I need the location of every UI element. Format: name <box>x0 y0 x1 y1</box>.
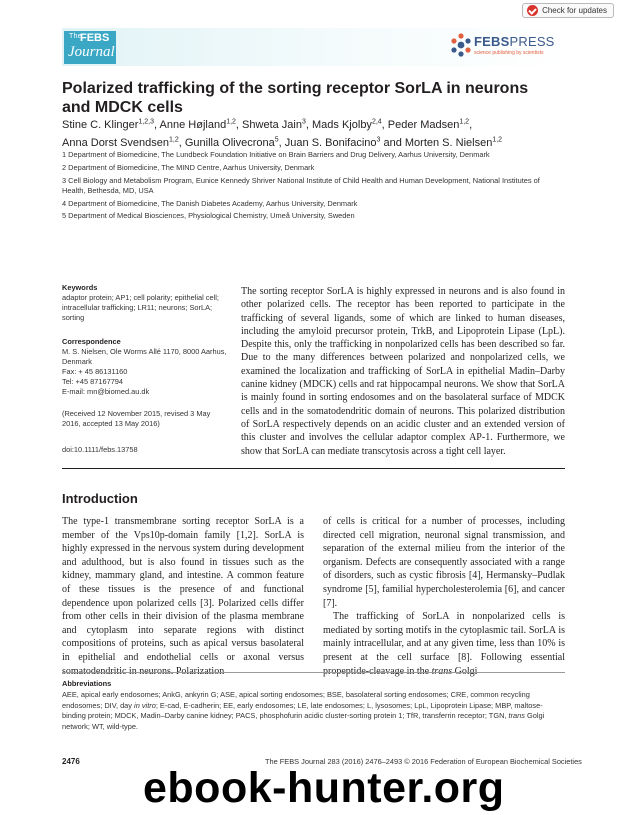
author: Shweta Jain$^3$, <box>242 118 313 131</box>
check-for-updates-label: Check for updates <box>542 6 607 15</box>
journal-footer: The FEBS Journal 283 (2016) 2476–2493 © 2016 Federation of European Biochemical Societies <box>265 757 582 766</box>
keywords-heading: Keywords <box>62 283 98 292</box>
author: Gunilla Olivecrona$^5$, <box>184 136 285 150</box>
correspondence-heading: Correspondence <box>62 337 121 346</box>
abbreviations-text: AEE, apical early endosomes; AnkG, ankyrin G; ASE, apical sorting endosomes; BSE, basolateral sorting endosomes; CRE, common recycling endosomes; DIV, day in vitro; E-cad, E-cadherin; EE, early endosomes; LE, late endosomes; L, lysosomes; LpL, Lipoprotein Lipase; MBP, maltose-binding protein; MDCK, Madin–Darby canine kidney; PACS, phosphofurin acidic cluster-sorting protein 1; TfR, transferrin receptor; TGN, trans Golgi network; WT, wild-type. <box>62 690 545 731</box>
febs-press-logo-icon <box>450 33 472 57</box>
page-number: 2476 <box>62 757 80 766</box>
intro-paragraph-2: of cells is critical for a number of processes, including directed cell migration, neuronal signal transmission, and separation of the external milieu from the interior of the organism. Defects are consequently associated with a range of disorders, such as cystic fibrosis [4], Hermansky–Pudlak syndrome [5], familial hypercholesterolemia [6], and cancer [7]. <box>323 516 565 609</box>
article-title: Polarized trafficking of the sorting receptor SorLA in neurons and MDCK cells <box>62 80 529 116</box>
febs-press-name: FEBSPRESS <box>474 34 555 49</box>
affiliation: 4 Department of Biomedicine, The Danish Diabetes Academy, Aarhus University, Denmark <box>62 198 358 208</box>
abbreviations-divider <box>62 672 565 673</box>
abstract-divider <box>62 468 565 469</box>
introduction-heading: Introduction <box>62 491 138 506</box>
correspondence-address: M. S. Nielsen, Ole Worms Allé 1170, 8000 Aarhus, Denmark <box>62 347 227 366</box>
febs-journal-logo <box>64 31 116 64</box>
logo-the: The <box>69 33 82 40</box>
watermark: ebook-hunter.org <box>143 764 505 812</box>
correspondence-block <box>62 337 227 397</box>
body-column-right <box>323 515 565 678</box>
author: Peder Madsen$^{1,2}$, <box>387 118 473 131</box>
abstract: The sorting receptor SorLA is highly expressed in neurons and is also found in other polarized cells. The receptor has been reported to participate in the trafficking of several ligands, some of which are linked to human diseases, including the amyloid precursor protein, TrkB, and Lipoprotein Lipase (LpL). Despite this, only the trafficking in nonpolarized cells has been described so far. Due to the many differences between polarized and nonpolarized cells, we examined the localization and trafficking of SorLA in epithelial Madin–Darby canine kidney (MDCK) cells and rat hippocampal neurons. We show that SorLA is mainly found in sorting endosomes and on the basolateral surface of MDCK cells and in the somatodendritic domain of neurons. This polarized distribution of SorLA respectively depends on an acidic cluster and an extended version of this cluster and involves the cellular adaptor complex AP-1. Furthermore, we show that SorLA can mediate transcytosis across a tight cell layer. <box>241 286 565 457</box>
doi-link[interactable]: doi:10.1111/febs.13758 <box>62 445 138 454</box>
author: Mads Kjolby$^{2,4}$, <box>312 118 388 131</box>
affiliation: 3 Cell Biology and Metabolism Program, Eunice Kennedy Shriver National Institute of Child Health and Human Development, National Institutes of Health, Bethesda, MD, USA <box>62 175 540 195</box>
author: Anna Dorst Svendsen$^{1,2}$, <box>62 136 185 150</box>
check-updates-icon <box>527 5 538 16</box>
affiliation: 5 Department of Medical Biosciences, Physiological Chemistry, Umeå University, Sweden <box>62 211 355 221</box>
affiliation: 1 Department of Biomedicine, The Lundbeck Foundation Initiative on Brain Barriers and Drug Delivery, Aarhus University, Denmark <box>62 150 490 159</box>
correspondence-fax: Fax: + 45 86131160 <box>62 367 128 376</box>
author: Stine C. Klinger$^{1,2,3}$, <box>62 118 160 131</box>
correspondence-email[interactable]: E-mail: mn@biomed.au.dk <box>62 387 150 396</box>
check-for-updates-button[interactable] <box>522 3 614 18</box>
keywords-block <box>62 283 227 323</box>
author-list <box>62 114 562 151</box>
correspondence-tel: Tel: +45 87167794 <box>62 377 124 386</box>
intro-paragraph-1: The type-1 transmembrane sorting receptor SorLA is a member of the Vps10p-domain family [1,2]. SorLA is highly expressed in the nervous system during development and adulthood, but is also found in tissues such as the kidney, mammary gland, and intestine. A common feature of these tissues is the presence of and functional dependence upon polarized cells [3]. Polarized cells differ from other cells in their division of the plasma membrane and cytoplasm into separate regions with distinct compositions of proteins, such as apical versus basolateral in epithelial and endothelial cells or axonal versus <box>62 516 304 663</box>
abbreviations-heading: Abbreviations <box>62 679 112 688</box>
body-column-left <box>62 515 304 678</box>
keywords-text: adaptor protein; AP1; cell polarity; epithelial cell; intracellular trafficking; LR11; neurons; SorLA; sorting <box>62 293 219 322</box>
intro-paragraph-3: The trafficking of SorLA in nonpolarized cells is mediated by sorting motifs in the cytoplasmic tail. SorLA is mainly intracellular, and at any given time, less than 10% is present at the cell surface [8]. Following essential <box>323 611 565 663</box>
author: Juan S. Bonifacino$^3$ and <box>284 136 405 150</box>
affiliation: 2 Department of Biomedicine, The MIND Centre, Aarhus University, Denmark <box>62 162 315 172</box>
affiliations <box>62 150 562 224</box>
received-dates: (Received 12 November 2015, revised 3 May 2016, accepted 13 May 2016) <box>62 409 211 428</box>
logo-febs: FEBS <box>80 32 110 44</box>
febs-press-tagline: science publishing by scientists <box>474 50 544 56</box>
author: Morten S. Nielsen$^{1,2}$ <box>404 136 503 150</box>
logo-journal: Journal <box>68 44 115 60</box>
author: Anne Højland$^{1,2}$, <box>159 118 243 131</box>
